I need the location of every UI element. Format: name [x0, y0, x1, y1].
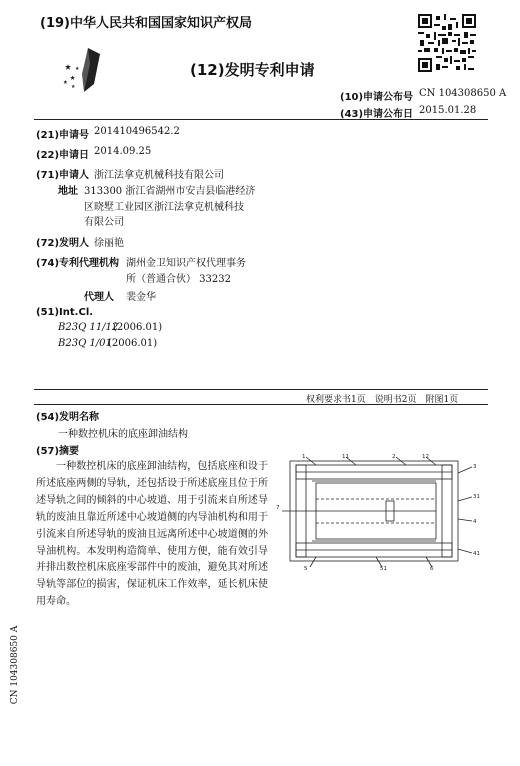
- header-divider: [34, 119, 488, 120]
- summary-bottom-divider: [34, 404, 488, 405]
- drawing-label: 3: [473, 464, 477, 470]
- side-publication-number-container: [8, 612, 22, 722]
- drawing-label: 7: [276, 505, 280, 511]
- address-label: 地址: [58, 186, 78, 197]
- int-cl-year: (2006.01): [113, 322, 163, 333]
- inventor-label: (72)发明人: [36, 238, 90, 249]
- int-cl-code: B23Q 11/12: [58, 322, 119, 333]
- application-date: 2014.09.25: [94, 146, 152, 157]
- drawing-label: 4: [473, 519, 477, 525]
- qr-code-icon: [418, 14, 476, 72]
- applicant: 浙江法拿克机械科技有限公司: [94, 170, 224, 181]
- abstract-label: (57)摘要: [36, 446, 80, 457]
- cnipa-logo-icon: [60, 44, 116, 96]
- drawing-label: 41: [473, 551, 480, 557]
- applicant-label: (71)申请人: [36, 170, 90, 181]
- address-line: 有限公司: [84, 217, 124, 228]
- agent: 裴金华: [126, 292, 156, 303]
- drawing-label: 31: [473, 494, 480, 500]
- publication-date-label: (43)申请公布日: [340, 109, 414, 120]
- publication-number: CN 104308650 A: [419, 88, 507, 99]
- int-cl-code: B23Q 1/01: [58, 338, 112, 349]
- inventor: 徐丽艳: [94, 238, 124, 249]
- abstract-text: 一种数控机床的底座卸油结构，包括底座和设于所述底座两侧的导轨，还包括设于所述底座且位于所述导轨之间的倾斜的中心坡道、用于引流来自所述导轨的废油且靠近所述中心坡道侧的内导油机构和用于引流来自所述导轨的废油且远离所述中心坡道侧的外导油机构。本发明构造简单、使用方便，能有效引导并排出数控机床底座零部件中的废油，避免其对所述导轨等部位的损害，保证机床工作效率，延长机床使用寿命。: [36, 461, 268, 608]
- invention-title: 一种数控机床的底座卸油结构: [58, 429, 188, 440]
- page-summary: 权利要求书1页 说明书2页 附图1页: [306, 395, 459, 405]
- office-name: (19)中华人民共和国国家知识产权局: [40, 16, 252, 31]
- title-label: (54)发明名称: [36, 412, 100, 423]
- application-date-label: (22)申请日: [36, 150, 90, 161]
- side-publication-number: CN 104308650 A: [10, 625, 20, 705]
- int-cl-label: (51)Int.Cl.: [36, 307, 94, 318]
- drawing-label: 12: [422, 454, 429, 460]
- address-line: 区晓墅工业园区浙江法拿克机械科技: [84, 202, 244, 213]
- drawing-label: 6: [430, 566, 434, 571]
- drawing-label: 5: [304, 566, 308, 571]
- agent-label: 代理人: [84, 292, 114, 303]
- drawing-label: 51: [380, 566, 387, 571]
- drawing-label: 2: [392, 454, 396, 460]
- summary-top-divider: [34, 389, 488, 390]
- patent-drawing: [276, 453, 488, 571]
- publication-date: 2015.01.28: [419, 105, 477, 116]
- int-cl-year: (2006.01): [108, 338, 158, 349]
- agency-line: 所（普通合伙） 33232: [126, 274, 231, 285]
- agency-line: 湖州金卫知识产权代理事务: [126, 258, 246, 269]
- drawing-label: 11: [342, 454, 349, 460]
- address-line: 313300 浙江省湖州市安吉县临港经济: [84, 186, 256, 197]
- application-number: 201410496542.2: [94, 126, 180, 137]
- document-type: (12)发明专利申请: [190, 61, 315, 79]
- drawing-label: 1: [302, 454, 306, 460]
- agency-label: (74)专利代理机构: [36, 258, 120, 269]
- application-number-label: (21)申请号: [36, 130, 90, 141]
- publication-number-label: (10)申请公布号: [340, 92, 414, 103]
